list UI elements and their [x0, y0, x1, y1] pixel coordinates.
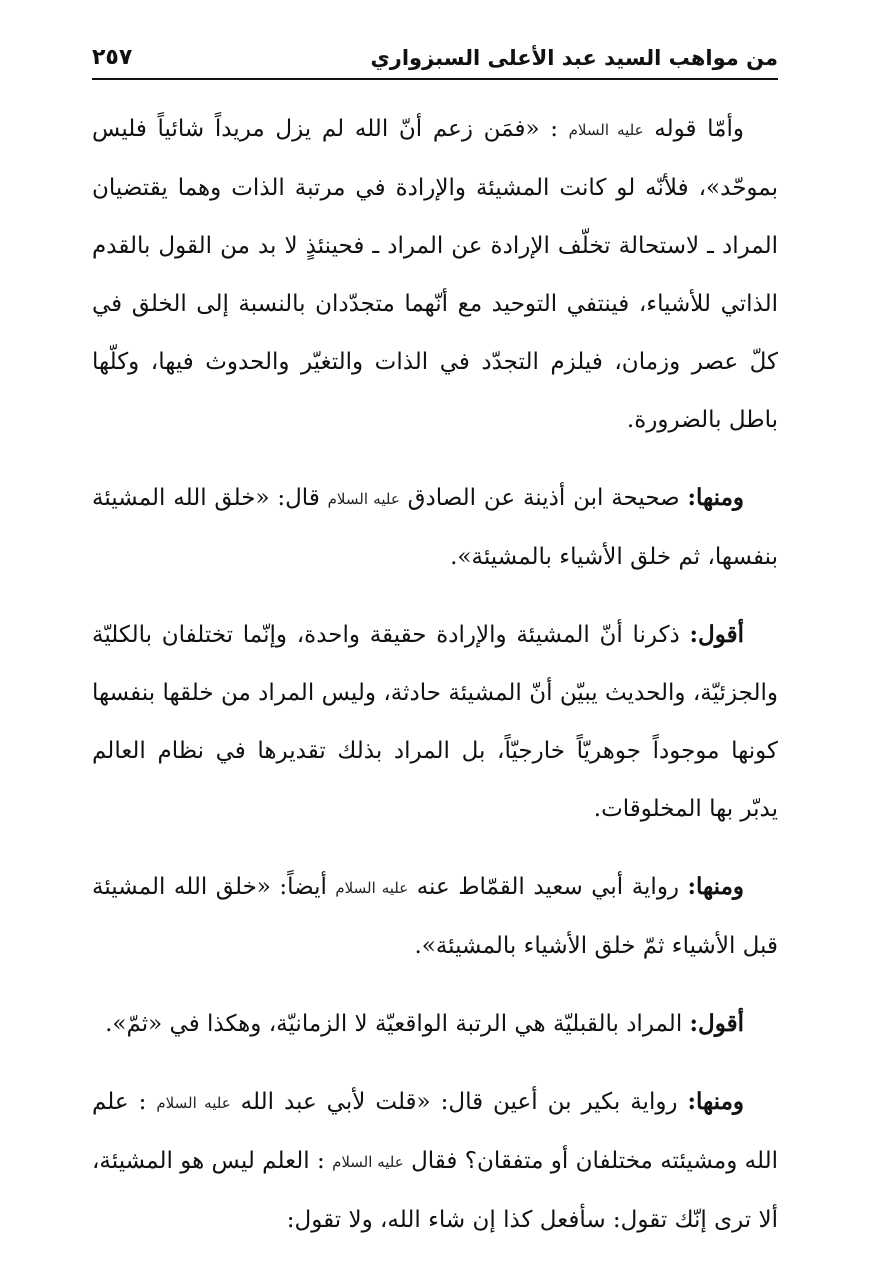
- honorific-symbol: عليه السلام: [332, 1153, 404, 1171]
- paragraph-text: : علم الله ومشيئته مختلفان أو متفقان؟ فقال: [92, 1089, 779, 1174]
- paragraph-lead: أقول:: [689, 1010, 744, 1037]
- paragraph-text: رواية بكير بن أعين قال: «قلت لأبي عبد الله: [230, 1089, 688, 1115]
- page-header: [92, 22, 778, 80]
- honorific-symbol: عليه السلام: [156, 1094, 231, 1112]
- paragraph: [92, 1073, 778, 1249]
- paragraph-text: صحيحة ابن أذينة عن الصادق: [399, 485, 688, 511]
- honorific-symbol: عليه السلام: [568, 121, 644, 139]
- page-number: ٢٥٧: [92, 45, 133, 70]
- paragraph-lead: ومنها:: [687, 484, 745, 511]
- honorific-symbol: عليه السلام: [327, 490, 400, 508]
- paragraph-text: قال: «خلق الله المشيئة بنفسها، ثم خلق الأشياء بالمشيئة».: [92, 485, 778, 570]
- paragraph-text: أيضاً: «خلق الله المشيئة قبل الأشياء ثمّ خلق الأشياء بالمشيئة».: [92, 874, 778, 959]
- paragraph-text: المراد بالقبليّة هي الرتبة الواقعيّة لا الزمانيّة، وهكذا في «ثمّ».: [105, 1011, 690, 1037]
- paragraph: [92, 606, 778, 838]
- body-text: [92, 100, 778, 1269]
- paragraph-lead: أقول:: [689, 621, 744, 648]
- paragraph-lead: ومنها:: [687, 1088, 744, 1115]
- honorific-symbol: عليه السلام: [335, 879, 409, 897]
- paragraph-text: رواية أبي سعيد القمّاط عنه: [408, 874, 688, 900]
- paragraph-text: : «فمَن زعم أنّ الله لم يزل مريداً شائياً فليس بموحّد»، فلأنّه لو كانت المشيئة والإرادة في مرتبة الذات وهما يقتضيان المراد ـ لاستحالة تخلّف الإرادة عن المراد ـ فحينئذٍ لا بد من القول بالقدم الذاتي للأشياء، فينتفي التوحيد مع أنّهما متجدّدان بالنسبة إلى الخلق في كلّ عصر وزمان، فيلزم التجدّد في الذات والتغيّر والحدوث فيها، وكلّها باطل بالضرورة.: [92, 116, 778, 433]
- paragraph: [92, 100, 778, 449]
- paragraph-text: : العلم ليس هو المشيئة، ألا ترى إنّك تقول: سأفعل كذا إن شاء الله، ولا تقول:: [92, 1148, 778, 1233]
- running-title: من مواهب السيد عبد الأعلى السبزواري: [370, 46, 778, 70]
- paragraph-text: ذكرنا أنّ المشيئة والإرادة حقيقة واحدة، وإنّما تختلفان بالكليّة والجزئيّة، والحديث يبيّن أنّ المشيئة حادثة، وليس المراد من خلقها بنفسها كونها موجوداً جوهريّاً خارجيّاً، بل المراد بذلك تقديرها في نظام العالم يدبّر بها المخلوقات.: [92, 622, 778, 822]
- paragraph: [92, 858, 778, 975]
- paragraph-lead: ومنها:: [687, 873, 745, 900]
- paragraph: [92, 995, 778, 1053]
- paragraph-text: وأمّا قوله: [643, 116, 744, 142]
- paragraph: [92, 469, 778, 586]
